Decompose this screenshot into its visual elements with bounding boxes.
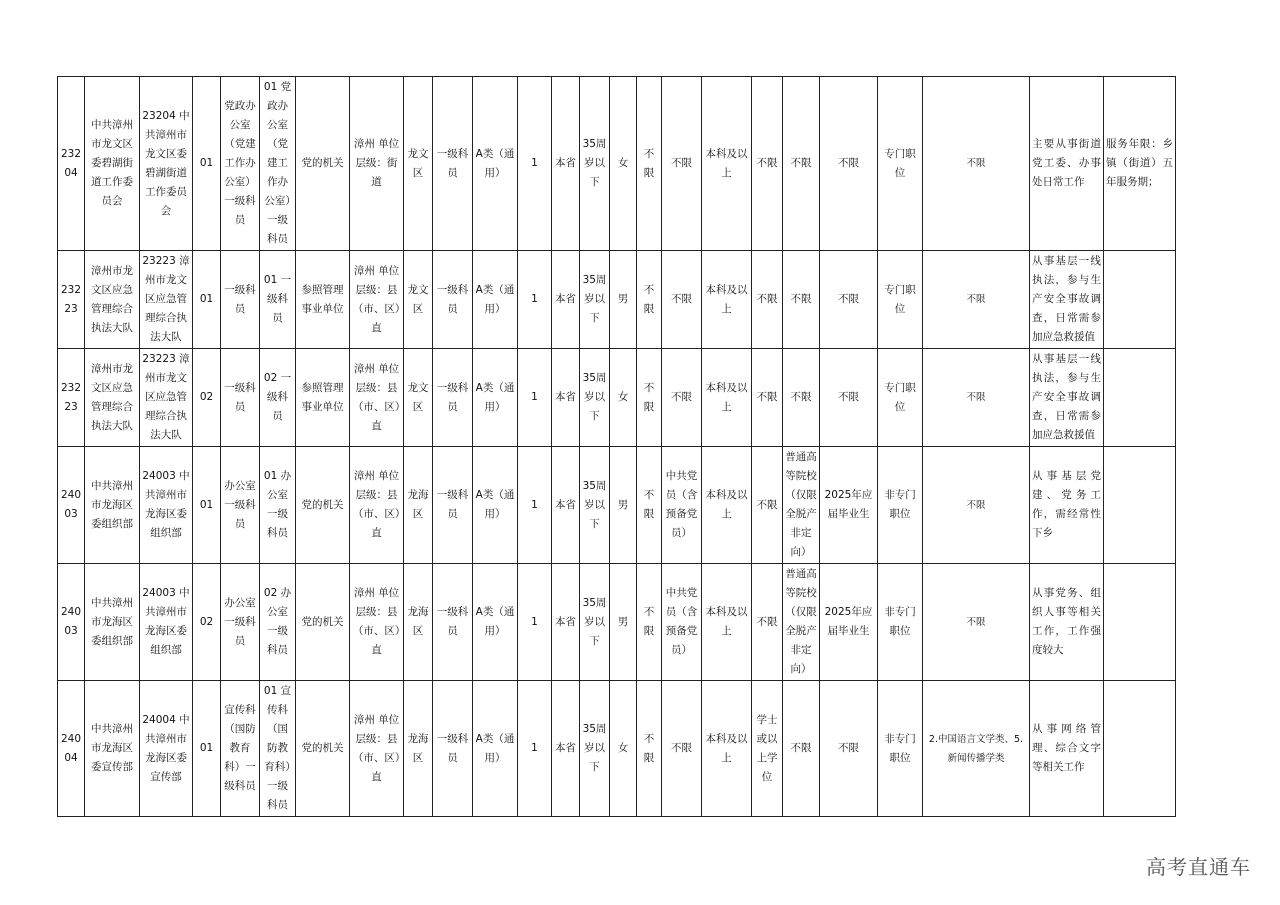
cell-gender: 男 (610, 447, 637, 564)
cell-category: A类（通用） (473, 681, 518, 817)
cell-pos-no: 02 (193, 349, 221, 447)
job-table (57, 76, 1176, 817)
cell-pos-no: 01 (193, 681, 221, 817)
cell-level: 漳州 单位层级：县（市、区）直 (350, 447, 404, 564)
cell-unit-type: 参照管理事业单位 (296, 251, 350, 349)
cell-category: A类（通用） (473, 77, 518, 251)
cell-count: 1 (518, 77, 552, 251)
cell-major: 不限 (923, 349, 1030, 447)
cell-major: 不限 (923, 77, 1030, 251)
cell-age: 35周岁以下 (580, 77, 610, 251)
cell-note (1104, 251, 1176, 349)
cell-age: 35周岁以下 (580, 681, 610, 817)
cell-note (1104, 681, 1176, 817)
cell-note (1104, 564, 1176, 681)
cell-graduate: 2025年应届毕业生 (820, 564, 878, 681)
cell-area: 龙文区 (404, 77, 433, 251)
cell-ethnic: 不限 (637, 77, 662, 251)
cell-area: 龙文区 (404, 349, 433, 447)
cell-pos-no: 01 (193, 251, 221, 349)
table-row (58, 349, 1176, 447)
cell-education: 本科及以上 (702, 77, 752, 251)
cell-ethnic: 不限 (637, 349, 662, 447)
cell-ethnic: 不限 (637, 251, 662, 349)
cell-unit: 漳州市龙文区应急管理综合执法大队 (85, 251, 140, 349)
cell-dept: 24004 中共漳州市龙海区委宣传部 (140, 681, 193, 817)
cell-dept: 24003 中共漳州市龙海区委组织部 (140, 564, 193, 681)
cell-degree: 不限 (752, 77, 783, 251)
cell-specialty: 专门职位 (878, 251, 923, 349)
cell-unit-type: 党的机关 (296, 564, 350, 681)
cell-graduate: 2025年应届毕业生 (820, 447, 878, 564)
cell-duty: 从事基层一线执法，参与生产安全事故调查，日常需参加应急救援值 (1030, 349, 1104, 447)
cell-school: 不限 (783, 681, 820, 817)
cell-politics: 中共党员（含预备党员） (662, 564, 702, 681)
cell-code: 23223 (58, 349, 85, 447)
cell-origin: 本省 (552, 681, 580, 817)
cell-rank: 一级科员 (433, 251, 473, 349)
cell-ethnic: 不限 (637, 564, 662, 681)
cell-graduate: 不限 (820, 77, 878, 251)
cell-pos-full: 02 一级科员 (260, 349, 296, 447)
cell-code: 23223 (58, 251, 85, 349)
cell-dept: 24003 中共漳州市龙海区委组织部 (140, 447, 193, 564)
table-row (58, 564, 1176, 681)
cell-pos-full: 02 办公室一级科员 (260, 564, 296, 681)
cell-graduate: 不限 (820, 349, 878, 447)
table-row (58, 251, 1176, 349)
cell-gender: 女 (610, 77, 637, 251)
cell-duty: 从事基层一线执法，参与生产安全事故调查，日常需参加应急救援值 (1030, 251, 1104, 349)
cell-education: 本科及以上 (702, 447, 752, 564)
cell-level: 漳州 单位层级：县（市、区）直 (350, 349, 404, 447)
cell-origin: 本省 (552, 77, 580, 251)
cell-unit: 中共漳州市龙海区委组织部 (85, 447, 140, 564)
cell-pos-name: 宣传科（国防教育科）一级科员 (221, 681, 260, 817)
cell-age: 35周岁以下 (580, 251, 610, 349)
cell-school: 普通高等院校（仅限全脱产非定向） (783, 564, 820, 681)
cell-count: 1 (518, 681, 552, 817)
cell-school: 普通高等院校（仅限全脱产非定向） (783, 447, 820, 564)
cell-graduate: 不限 (820, 251, 878, 349)
cell-rank: 一级科员 (433, 77, 473, 251)
cell-dept: 23204 中共漳州市龙文区委碧湖街道工作委员会 (140, 77, 193, 251)
cell-rank: 一级科员 (433, 447, 473, 564)
table-row (58, 77, 1176, 251)
cell-category: A类（通用） (473, 251, 518, 349)
cell-level: 漳州 单位层级：县（市、区）直 (350, 251, 404, 349)
cell-pos-no: 01 (193, 77, 221, 251)
cell-pos-full: 01 一级科员 (260, 251, 296, 349)
cell-pos-name: 一级科员 (221, 251, 260, 349)
cell-category: A类（通用） (473, 564, 518, 681)
cell-duty: 主要从事街道党工委、办事处日常工作 (1030, 77, 1104, 251)
cell-unit: 中共漳州市龙海区委组织部 (85, 564, 140, 681)
cell-level: 漳州 单位层级：县（市、区）直 (350, 681, 404, 817)
cell-count: 1 (518, 564, 552, 681)
cell-specialty: 非专门职位 (878, 681, 923, 817)
cell-education: 本科及以上 (702, 564, 752, 681)
cell-politics: 不限 (662, 77, 702, 251)
cell-code: 24003 (58, 564, 85, 681)
cell-origin: 本省 (552, 447, 580, 564)
cell-code: 24004 (58, 681, 85, 817)
cell-dept: 23223 漳州市龙文区应急管理综合执法大队 (140, 349, 193, 447)
cell-politics: 不限 (662, 681, 702, 817)
cell-politics: 中共党员（含预备党员） (662, 447, 702, 564)
cell-note (1104, 447, 1176, 564)
cell-level: 漳州 单位层级：县（市、区）直 (350, 564, 404, 681)
cell-pos-full: 01 党政办公室（党建工作办公室）一级科员 (260, 77, 296, 251)
cell-dept: 23223 漳州市龙文区应急管理综合执法大队 (140, 251, 193, 349)
cell-degree: 不限 (752, 349, 783, 447)
cell-degree: 不限 (752, 251, 783, 349)
cell-pos-no: 01 (193, 447, 221, 564)
cell-unit-type: 党的机关 (296, 681, 350, 817)
cell-school: 不限 (783, 251, 820, 349)
cell-level: 漳州 单位层级：街道 (350, 77, 404, 251)
cell-degree: 学士或以上学位 (752, 681, 783, 817)
cell-count: 1 (518, 349, 552, 447)
cell-pos-no: 02 (193, 564, 221, 681)
cell-area: 龙海区 (404, 447, 433, 564)
cell-count: 1 (518, 251, 552, 349)
cell-school: 不限 (783, 77, 820, 251)
cell-duty: 从事党务、组织人事等相关工作，工作强度较大 (1030, 564, 1104, 681)
cell-origin: 本省 (552, 251, 580, 349)
cell-degree: 不限 (752, 564, 783, 681)
cell-duty: 从事基层党建、党务工作，需经常性下乡 (1030, 447, 1104, 564)
cell-gender: 男 (610, 251, 637, 349)
cell-major: 不限 (923, 251, 1030, 349)
cell-ethnic: 不限 (637, 447, 662, 564)
cell-category: A类（通用） (473, 349, 518, 447)
cell-major: 2.中国语言文学类、5.新闻传播学类 (923, 681, 1030, 817)
cell-note (1104, 349, 1176, 447)
cell-pos-name: 一级科员 (221, 349, 260, 447)
cell-pos-full: 01 宣传科（国防教育科）一级科员 (260, 681, 296, 817)
cell-age: 35周岁以下 (580, 447, 610, 564)
cell-politics: 不限 (662, 349, 702, 447)
cell-unit: 中共漳州市龙文区委碧湖街道工作委员会 (85, 77, 140, 251)
cell-gender: 女 (610, 681, 637, 817)
cell-unit-type: 参照管理事业单位 (296, 349, 350, 447)
cell-age: 35周岁以下 (580, 349, 610, 447)
table-row (58, 681, 1176, 817)
cell-specialty: 专门职位 (878, 77, 923, 251)
cell-rank: 一级科员 (433, 564, 473, 681)
cell-degree: 不限 (752, 447, 783, 564)
cell-unit-type: 党的机关 (296, 77, 350, 251)
table-row (58, 447, 1176, 564)
cell-code: 24003 (58, 447, 85, 564)
cell-area: 龙文区 (404, 251, 433, 349)
cell-ethnic: 不限 (637, 681, 662, 817)
cell-origin: 本省 (552, 349, 580, 447)
cell-note: 服务年限：乡镇（街道）五年服务期； (1104, 77, 1176, 251)
cell-category: A类（通用） (473, 447, 518, 564)
cell-major: 不限 (923, 447, 1030, 564)
cell-unit: 中共漳州市龙海区委宣传部 (85, 681, 140, 817)
cell-duty: 从事网络管理、综合文字等相关工作 (1030, 681, 1104, 817)
cell-graduate: 不限 (820, 681, 878, 817)
cell-rank: 一级科员 (433, 681, 473, 817)
cell-gender: 女 (610, 349, 637, 447)
cell-pos-name: 党政办公室（党建工作办公室）一级科员 (221, 77, 260, 251)
cell-age: 35周岁以下 (580, 564, 610, 681)
cell-pos-full: 01 办公室一级科员 (260, 447, 296, 564)
cell-pos-name: 办公室一级科员 (221, 447, 260, 564)
cell-specialty: 非专门职位 (878, 447, 923, 564)
cell-rank: 一级科员 (433, 349, 473, 447)
cell-politics: 不限 (662, 251, 702, 349)
cell-education: 本科及以上 (702, 349, 752, 447)
cell-count: 1 (518, 447, 552, 564)
cell-major: 不限 (923, 564, 1030, 681)
cell-code: 23204 (58, 77, 85, 251)
cell-specialty: 专门职位 (878, 349, 923, 447)
cell-education: 本科及以上 (702, 251, 752, 349)
cell-school: 不限 (783, 349, 820, 447)
cell-area: 龙海区 (404, 564, 433, 681)
cell-specialty: 非专门职位 (878, 564, 923, 681)
cell-gender: 男 (610, 564, 637, 681)
cell-origin: 本省 (552, 564, 580, 681)
watermark: 高考直通车 (1146, 855, 1251, 879)
cell-unit-type: 党的机关 (296, 447, 350, 564)
cell-education: 本科及以上 (702, 681, 752, 817)
cell-pos-name: 办公室一级科员 (221, 564, 260, 681)
cell-unit: 漳州市龙文区应急管理综合执法大队 (85, 349, 140, 447)
cell-area: 龙海区 (404, 681, 433, 817)
